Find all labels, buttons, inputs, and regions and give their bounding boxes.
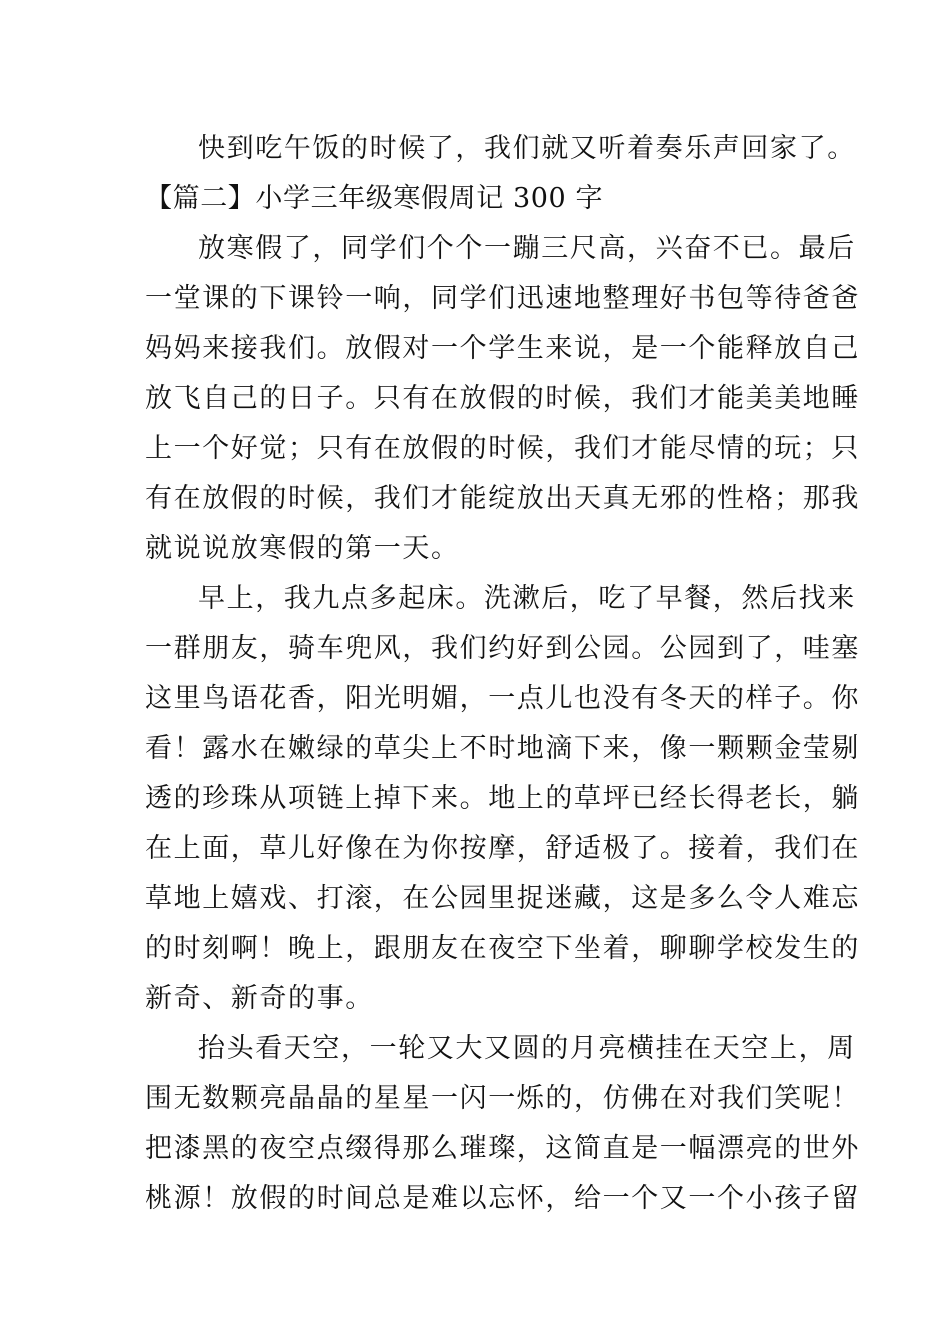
paragraph-line: 就说说放寒假的第一天。 (145, 533, 460, 564)
paragraph-line: 看！露水在嫩绿的草尖上不时地滴下来，像一颗颗金莹剔 (145, 733, 860, 764)
paragraph-line: 在上面，草儿好像在为你按摩，舒适极了。接着，我们在 (145, 833, 860, 864)
paragraph-line: 快到吃午饭的时候了，我们就又听着奏乐声回家了。 (198, 133, 856, 164)
paragraph-line: 把漆黑的夜空点缀得那么璀璨，这简直是一幅漂亮的世外 (145, 1133, 860, 1164)
paragraph-line: 放飞自己的日子。只有在放假的时候，我们才能美美地睡 (145, 383, 860, 414)
paragraph-line: 抬头看天空，一轮又大又圆的月亮横挂在天空上，周 (198, 1033, 856, 1064)
paragraph-line: 桃源！放假的时间总是难以忘怀，给一个又一个小孩子留 (145, 1183, 860, 1214)
section-heading: 【篇二】小学三年级寒假周记 300 字 (145, 183, 604, 214)
paragraph-line: 妈妈来接我们。放假对一个学生来说，是一个能释放自己 (145, 333, 860, 364)
paragraph-line: 有在放假的时候，我们才能绽放出天真无邪的性格；那我 (145, 483, 860, 514)
paragraph-line: 新奇、新奇的事。 (145, 983, 374, 1014)
paragraph-line: 上一个好觉；只有在放假的时候，我们才能尽情的玩；只 (145, 433, 860, 464)
paragraph-line: 放寒假了，同学们个个一蹦三尺高，兴奋不已。最后 (198, 233, 856, 264)
paragraph-line: 草地上嬉戏、打滚，在公园里捉迷藏，这是多么令人难忘 (145, 883, 860, 914)
paragraph-line: 围无数颗亮晶晶的星星一闪一烁的，仿佛在对我们笑呢！ (145, 1083, 860, 1114)
paragraph-line: 透的珍珠从项链上掉下来。地上的草坪已经长得老长，躺 (145, 783, 860, 814)
paragraph-line: 的时刻啊！晚上，跟朋友在夜空下坐着，聊聊学校发生的 (145, 933, 860, 964)
paragraph-line: 一群朋友，骑车兜风，我们约好到公园。公园到了，哇塞 (145, 633, 860, 664)
paragraph-line: 一堂课的下课铃一响，同学们迅速地整理好书包等待爸爸 (145, 283, 860, 314)
paragraph-line: 这里鸟语花香，阳光明媚，一点儿也没有冬天的样子。你 (145, 683, 860, 714)
paragraph-line: 早上，我九点多起床。洗漱后，吃了早餐，然后找来 (198, 583, 856, 614)
